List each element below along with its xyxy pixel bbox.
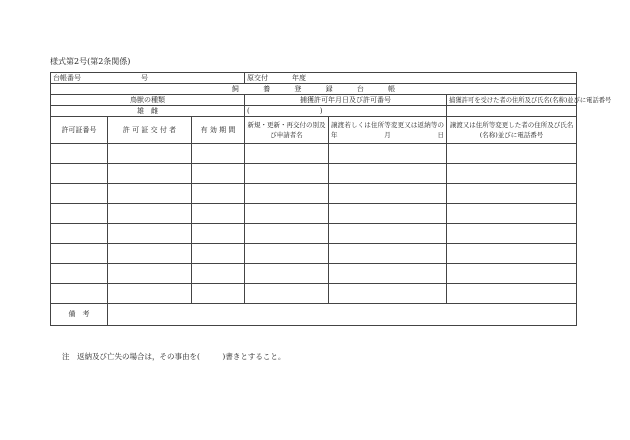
table-cell[interactable]: [108, 184, 192, 204]
table-row: [51, 284, 577, 304]
remarks-label: 備 考: [51, 304, 108, 326]
permit-date-label: 捕獲許可年月日及び許可番号: [245, 95, 447, 106]
table-cell[interactable]: [192, 264, 245, 284]
table-cell[interactable]: [51, 164, 108, 184]
table-cell[interactable]: [447, 184, 577, 204]
table-cell[interactable]: [51, 284, 108, 304]
table-cell[interactable]: [245, 244, 329, 264]
table-cell[interactable]: [245, 144, 329, 164]
info-value-row: [51, 106, 577, 117]
table-cell[interactable]: [447, 144, 577, 164]
table-cell[interactable]: [192, 224, 245, 244]
table-cell[interactable]: [329, 204, 447, 224]
holder-label: 捕獲許可を受けた者の住所及び氏名(名称)並びに電話番号: [447, 95, 577, 106]
table-cell[interactable]: [51, 244, 108, 264]
title-row: [51, 84, 577, 95]
footnote: 注 返納及び亡失の場合は，その事由を( )書きとすること。: [62, 352, 286, 361]
table-cell[interactable]: [51, 144, 108, 164]
issue-year-label: 原交付: [247, 73, 269, 82]
table-cell[interactable]: [108, 164, 192, 184]
remarks-field[interactable]: [108, 304, 577, 326]
table-row: [51, 184, 577, 204]
table-cell[interactable]: [51, 264, 108, 284]
table-cell[interactable]: [447, 204, 577, 224]
table-cell[interactable]: [329, 184, 447, 204]
table-cell[interactable]: [192, 184, 245, 204]
table-cell[interactable]: [329, 164, 447, 184]
table-cell[interactable]: [447, 224, 577, 244]
registration-ledger-table: [50, 72, 612, 326]
table-cell[interactable]: [51, 224, 108, 244]
table-cell[interactable]: [245, 164, 329, 184]
table-cell[interactable]: [329, 264, 447, 284]
table-cell[interactable]: [108, 224, 192, 244]
table-cell[interactable]: [447, 264, 577, 284]
table-cell[interactable]: [329, 224, 447, 244]
table-cell[interactable]: [192, 284, 245, 304]
holder-field[interactable]: [447, 106, 577, 117]
table-row: [51, 144, 577, 164]
permit-date-field[interactable]: [245, 106, 447, 117]
table-row: [51, 204, 577, 224]
table-row: [51, 264, 577, 284]
table-cell[interactable]: [245, 284, 329, 304]
table-cell[interactable]: [245, 264, 329, 284]
table-row: [51, 244, 577, 264]
register-title: 飼 養 登 録 台 帳: [51, 84, 577, 95]
col-type-applicant: 新規・更新・再交付の別及び申請者名: [245, 117, 329, 144]
open-paren: (: [247, 106, 250, 115]
sex-field[interactable]: 雄 雌: [51, 106, 245, 117]
col-validity: 有 効 期 間: [192, 117, 245, 144]
table-cell[interactable]: [108, 204, 192, 224]
table-cell[interactable]: [51, 204, 108, 224]
info-header-row: [51, 95, 577, 106]
table-cell[interactable]: [245, 204, 329, 224]
close-paren: ): [319, 106, 323, 115]
table-cell[interactable]: [245, 184, 329, 204]
column-header-row: [51, 117, 577, 144]
col-transfer-date: 譲渡若しくは住所等変更又は返納等の年月日: [329, 117, 447, 144]
table-cell[interactable]: [329, 244, 447, 264]
table-cell[interactable]: [245, 224, 329, 244]
table-cell[interactable]: [447, 244, 577, 264]
ledger-row: [51, 73, 577, 84]
form-title: 様式第2号(第2条関係): [50, 57, 131, 66]
col-permit-number: 許可証番号: [51, 117, 108, 144]
ledger-number-cell[interactable]: [51, 73, 245, 84]
table-cell[interactable]: [192, 144, 245, 164]
ledger-number-suffix: 号: [141, 73, 148, 82]
table-cell[interactable]: [192, 244, 245, 264]
table-cell[interactable]: [447, 164, 577, 184]
table-cell[interactable]: [192, 204, 245, 224]
table-cell[interactable]: [108, 144, 192, 164]
table-cell[interactable]: [329, 284, 447, 304]
table-row: [51, 164, 577, 184]
remarks-row: [51, 304, 577, 326]
table-cell[interactable]: [108, 284, 192, 304]
col-issuer: 許 可 証 交 付 者: [108, 117, 192, 144]
table-cell[interactable]: [192, 164, 245, 184]
col-transferee: 譲渡又は住所等変更した者の住所及び氏名(名称)並びに電話番号: [447, 117, 577, 144]
table-cell[interactable]: [51, 184, 108, 204]
table-cell[interactable]: [447, 284, 577, 304]
issue-year-cell[interactable]: [245, 73, 577, 84]
table-row: [51, 224, 577, 244]
issue-year-suffix: 年度: [292, 73, 307, 82]
species-label: 鳥獣の種類: [51, 95, 245, 106]
ledger-number-label: 台帳番号: [53, 73, 81, 82]
table-cell[interactable]: [108, 244, 192, 264]
table-cell[interactable]: [329, 144, 447, 164]
table-cell[interactable]: [108, 264, 192, 284]
